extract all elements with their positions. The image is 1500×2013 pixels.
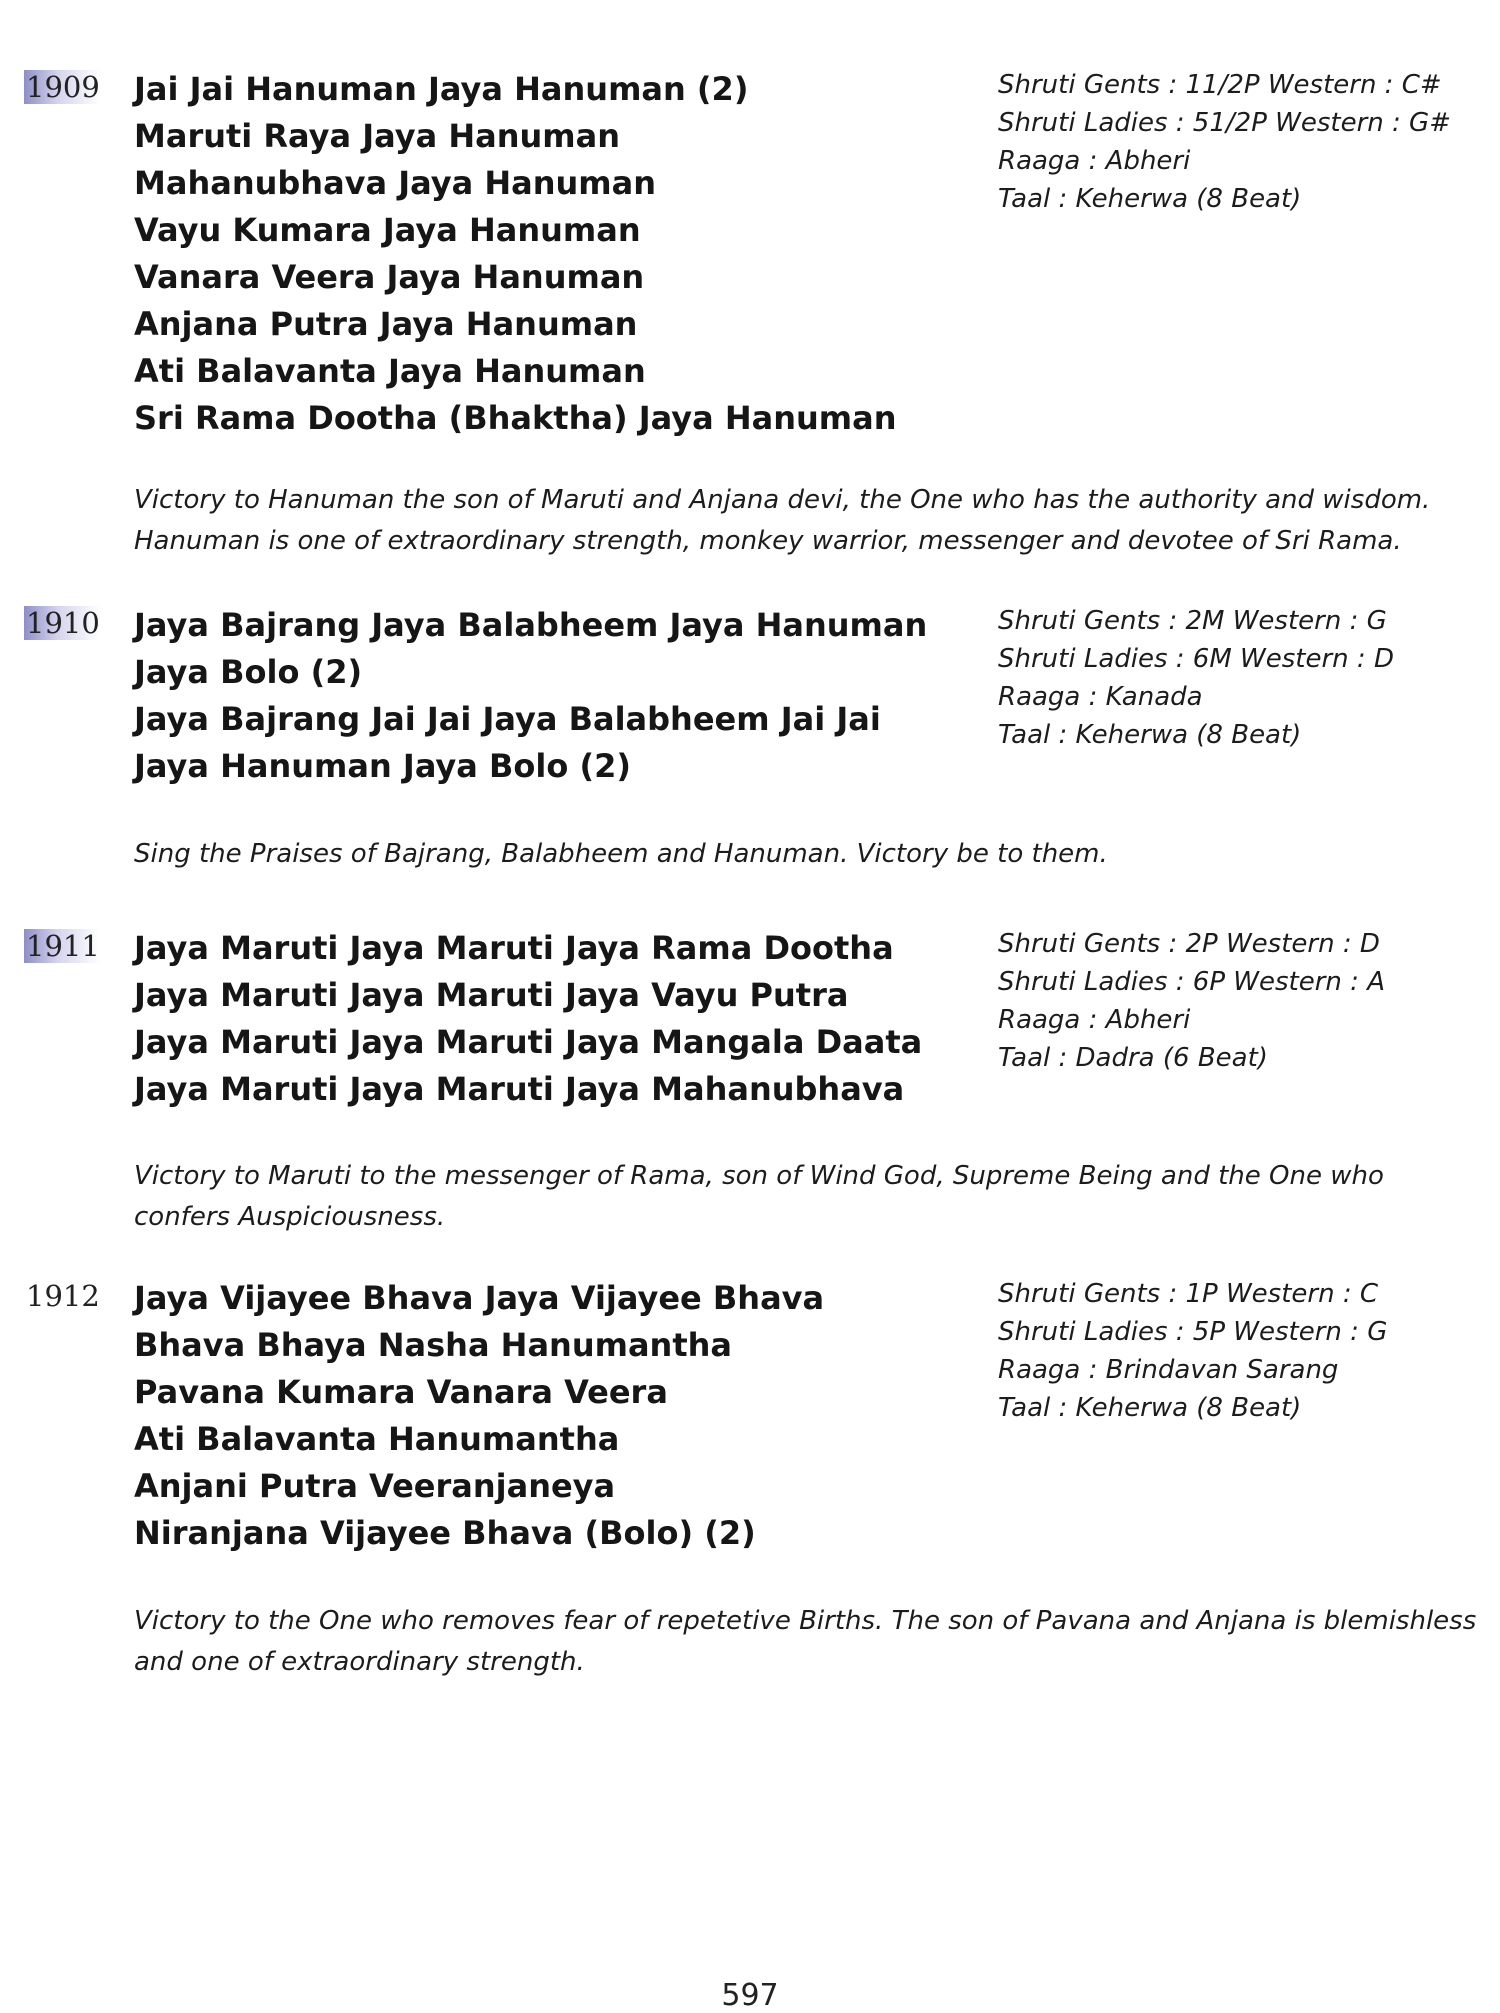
lyric-line: Ati Balavanta Jaya Hanuman xyxy=(134,352,646,390)
song-meta xyxy=(998,602,1394,754)
song-meta xyxy=(998,1275,1387,1427)
shruti-gents: Shruti Gents : 1P Western : C xyxy=(998,1279,1379,1309)
lyric-line: Jaya Maruti Jaya Maruti Jaya Vayu Putra xyxy=(134,976,849,1014)
taal: Taal : Dadra (6 Beat) xyxy=(998,1043,1268,1073)
lyric-line: Sri Rama Dootha (Bhaktha) Jaya Hanuman xyxy=(134,399,897,437)
song-meta xyxy=(998,66,1451,218)
meaning-line: Victory to Hanuman the son of Maruti and Anjana devi, the One who has the authority and wisdom. xyxy=(134,485,1431,515)
shruti-gents: Shruti Gents : 11/2P Western : C# xyxy=(998,70,1442,100)
taal: Taal : Keherwa (8 Beat) xyxy=(998,184,1302,214)
song-meaning xyxy=(134,480,1434,562)
meaning-line: Sing the Praises of Bajrang, Balabheem and Hanuman. Victory be to them. xyxy=(134,839,1108,869)
song-number: 1910 xyxy=(26,606,100,640)
lyric-line: Anjani Putra Veeranjaneya xyxy=(134,1467,616,1505)
taal: Taal : Keherwa (8 Beat) xyxy=(998,720,1302,750)
song-number: 1909 xyxy=(26,70,100,104)
raaga: Raaga : Kanada xyxy=(998,682,1203,712)
song-lyrics xyxy=(134,602,927,790)
raaga: Raaga : Brindavan Sarang xyxy=(998,1355,1339,1385)
song-meaning xyxy=(134,834,1434,875)
lyric-line: Anjana Putra Jaya Hanuman xyxy=(134,305,638,343)
shruti-ladies: Shruti Ladies : 6M Western : D xyxy=(998,644,1394,674)
meaning-line: confers Auspiciousness. xyxy=(134,1202,446,1232)
meaning-line: and one of extraordinary strength. xyxy=(134,1647,585,1677)
lyric-line: Jaya Vijayee Bhava Jaya Vijayee Bhava xyxy=(134,1279,825,1317)
lyric-line: Jaya Maruti Jaya Maruti Jaya Rama Dootha xyxy=(134,929,894,967)
meaning-line: Hanuman is one of extraordinary strength, monkey warrior, messenger and devotee of Sri Rama. xyxy=(134,526,1402,556)
lyric-line: Jaya Bajrang Jai Jai Jaya Balabheem Jai Jai xyxy=(134,700,881,738)
raaga: Raaga : Abheri xyxy=(998,1005,1191,1035)
lyric-line: Bhava Bhaya Nasha Hanumantha xyxy=(134,1326,732,1364)
lyric-line: Niranjana Vijayee Bhava (Bolo) (2) xyxy=(134,1514,756,1552)
shruti-ladies: Shruti Ladies : 51/2P Western : G# xyxy=(998,108,1451,138)
song-meaning xyxy=(134,1156,1434,1238)
song-lyrics xyxy=(134,1275,824,1557)
lyric-line: Maruti Raya Jaya Hanuman xyxy=(134,117,621,155)
song-meta xyxy=(998,925,1385,1077)
song-meaning xyxy=(134,1601,1477,1683)
raaga: Raaga : Abheri xyxy=(998,146,1191,176)
lyric-line: Vanara Veera Jaya Hanuman xyxy=(134,258,645,296)
song-number: 1911 xyxy=(26,929,100,963)
lyric-line: Vayu Kumara Jaya Hanuman xyxy=(134,211,641,249)
meaning-line: Victory to the One who removes fear of repetetive Births. The son of Pavana and Anjana is blemishless xyxy=(134,1606,1477,1636)
shruti-gents: Shruti Gents : 2M Western : G xyxy=(998,606,1387,636)
song-lyrics xyxy=(134,66,896,442)
taal: Taal : Keherwa (8 Beat) xyxy=(998,1393,1302,1423)
shruti-ladies: Shruti Ladies : 5P Western : G xyxy=(998,1317,1388,1347)
page-number: 597 xyxy=(721,1978,779,2013)
lyric-line: Jaya Bajrang Jaya Balabheem Jaya Hanuman xyxy=(134,606,928,644)
lyric-line: Jaya Bolo (2) xyxy=(134,653,363,691)
song-lyrics xyxy=(134,925,922,1113)
shruti-ladies: Shruti Ladies : 6P Western : A xyxy=(998,967,1385,997)
lyric-line: Jaya Hanuman Jaya Bolo (2) xyxy=(134,747,631,785)
meaning-line: Victory to Maruti to the messenger of Rama, son of Wind God, Supreme Being and the One who xyxy=(134,1161,1384,1191)
lyric-line: Jai Jai Hanuman Jaya Hanuman (2) xyxy=(134,70,749,108)
lyric-line: Jaya Maruti Jaya Maruti Jaya Mangala Daata xyxy=(134,1023,923,1061)
lyric-line: Pavana Kumara Vanara Veera xyxy=(134,1373,668,1411)
lyric-line: Ati Balavanta Hanumantha xyxy=(134,1420,620,1458)
lyric-line: Jaya Maruti Jaya Maruti Jaya Mahanubhava xyxy=(134,1070,905,1108)
lyric-line: Mahanubhava Jaya Hanuman xyxy=(134,164,657,202)
song-number: 1912 xyxy=(26,1279,100,1313)
shruti-gents: Shruti Gents : 2P Western : D xyxy=(998,929,1380,959)
